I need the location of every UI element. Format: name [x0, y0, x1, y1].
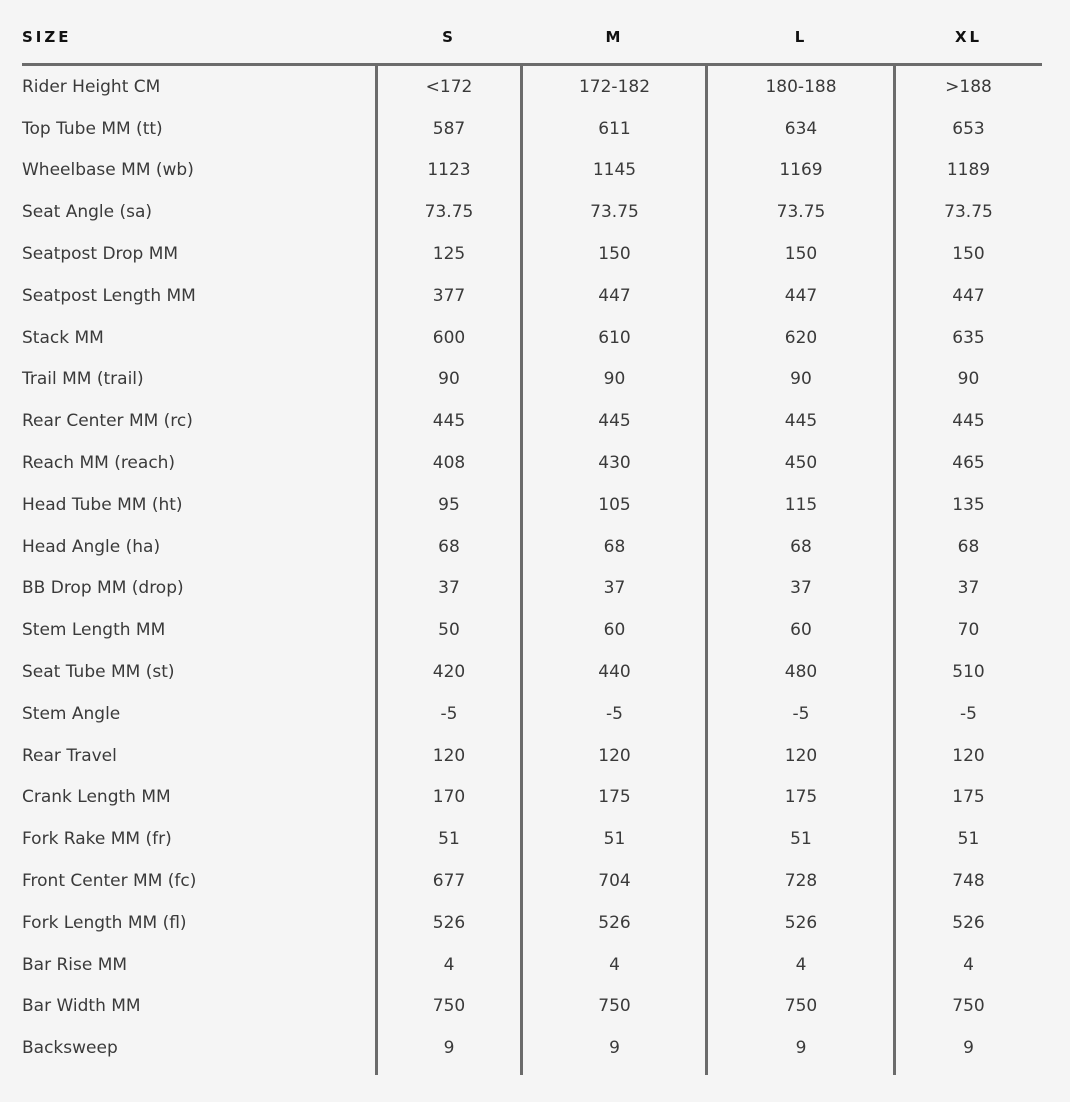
table-row	[22, 860, 1042, 902]
row-label: Wheelbase MM (wb)	[22, 160, 194, 181]
cell-value: 635	[952, 327, 985, 348]
cell-value: 51	[438, 829, 460, 850]
cell-value: 37	[790, 578, 812, 599]
cell-value: 37	[957, 578, 980, 599]
cell-value: 430	[598, 453, 631, 474]
cell-value: 95	[438, 494, 460, 515]
cell-value: 420	[432, 662, 466, 683]
cell-value: 9	[609, 1038, 620, 1059]
table-row	[22, 442, 1042, 484]
cell-value: 1189	[946, 160, 991, 181]
cell-value: 748	[952, 871, 985, 892]
cell-value: 73.75	[424, 202, 474, 223]
row-label: Stack MM	[22, 327, 104, 348]
cell-value: 480	[784, 662, 818, 683]
cell-value: 120	[952, 745, 985, 766]
cell-value: 620	[784, 327, 818, 348]
header-xl: XL	[954, 28, 983, 46]
cell-value: 445	[784, 411, 818, 432]
cell-value: 9	[963, 1038, 974, 1059]
cell-value: 73.75	[944, 202, 993, 223]
column-divider	[893, 64, 896, 1075]
cell-value: 611	[598, 118, 631, 139]
cell-value: 445	[952, 411, 985, 432]
cell-value: 70	[957, 620, 980, 641]
cell-value: 1145	[592, 160, 637, 181]
cell-value: 105	[598, 494, 631, 515]
cell-value: 653	[952, 118, 985, 139]
cell-value: 677	[432, 871, 466, 892]
cell-value: 408	[432, 453, 466, 474]
cell-value: 447	[784, 285, 818, 306]
cell-value: >188	[945, 76, 992, 97]
table-row	[22, 651, 1042, 693]
cell-value: -5	[960, 703, 977, 724]
cell-value: 50	[438, 620, 460, 641]
cell-value: 9	[443, 1038, 455, 1059]
row-label: Backsweep	[22, 1038, 118, 1059]
row-label: Stem Length MM	[22, 620, 166, 641]
cell-value: 150	[598, 244, 631, 265]
row-label: BB Drop MM (drop)	[22, 578, 184, 599]
header-s: S	[442, 28, 456, 46]
header-m: M	[605, 28, 624, 46]
row-label: Rear Travel	[22, 745, 117, 766]
table-row	[22, 191, 1042, 233]
cell-value: 4	[963, 954, 974, 975]
cell-value: 68	[603, 536, 626, 557]
row-label: Rear Center MM (rc)	[22, 411, 193, 432]
cell-value: 450	[784, 453, 818, 474]
table-body	[22, 66, 1042, 1069]
cell-value: 37	[603, 578, 626, 599]
cell-value: 68	[790, 536, 812, 557]
cell-value: 37	[438, 578, 460, 599]
cell-value: 750	[432, 996, 466, 1017]
cell-value: 440	[598, 662, 631, 683]
cell-value: 120	[784, 745, 818, 766]
row-label: Seat Tube MM (st)	[22, 662, 175, 683]
cell-value: 60	[603, 620, 626, 641]
column-divider	[375, 64, 378, 1075]
cell-value: 600	[432, 327, 466, 348]
table-row	[22, 484, 1042, 526]
header-size: SIZE	[22, 28, 72, 46]
cell-value: -5	[440, 703, 458, 724]
cell-value: 68	[438, 536, 460, 557]
table-row	[22, 735, 1042, 777]
row-label: Stem Angle	[22, 703, 121, 724]
cell-value: 125	[432, 244, 466, 265]
cell-value: 120	[598, 745, 631, 766]
cell-value: 1169	[779, 160, 823, 181]
row-label: Seatpost Drop MM	[22, 244, 179, 265]
cell-value: 526	[784, 912, 818, 933]
table-row	[22, 108, 1042, 150]
row-label: Head Angle (ha)	[22, 536, 161, 557]
header-l: L	[794, 28, 808, 46]
cell-value: 447	[952, 285, 985, 306]
geometry-table	[22, 0, 1042, 1069]
cell-value: 175	[784, 787, 818, 808]
row-label: Bar Width MM	[22, 996, 141, 1017]
table-row	[22, 66, 1042, 108]
row-label: Crank Length MM	[22, 787, 171, 808]
cell-value: 51	[790, 829, 812, 850]
cell-value: 445	[598, 411, 631, 432]
table-row	[22, 1027, 1042, 1069]
cell-value: 610	[598, 327, 631, 348]
cell-value: 90	[438, 369, 460, 390]
cell-value: 750	[952, 996, 985, 1017]
row-label: Fork Rake MM (fr)	[22, 829, 172, 850]
cell-value: 1123	[427, 160, 471, 181]
cell-value: 150	[952, 244, 985, 265]
cell-value: 510	[952, 662, 985, 683]
cell-value: 115	[784, 494, 818, 515]
cell-value: 445	[432, 411, 466, 432]
cell-value: 175	[952, 787, 985, 808]
cell-value: 51	[957, 829, 980, 850]
cell-value: 135	[952, 494, 985, 515]
cell-value: 4	[443, 954, 455, 975]
cell-value: 180-188	[765, 76, 837, 97]
table-row	[22, 317, 1042, 359]
cell-value: 90	[957, 369, 980, 390]
cell-value: <172	[425, 76, 473, 97]
row-label: Seat Angle (sa)	[22, 202, 153, 223]
cell-value: 51	[603, 829, 626, 850]
cell-value: 175	[598, 787, 631, 808]
table-header	[22, 0, 1042, 66]
cell-value: 120	[432, 745, 466, 766]
table-row	[22, 568, 1042, 610]
cell-value: 587	[432, 118, 466, 139]
cell-value: 704	[598, 871, 631, 892]
column-divider	[520, 64, 523, 1075]
cell-value: 526	[952, 912, 985, 933]
row-label: Trail MM (trail)	[22, 369, 144, 390]
cell-value: 4	[795, 954, 807, 975]
row-label: Reach MM (reach)	[22, 453, 176, 474]
cell-value: 9	[795, 1038, 807, 1059]
table-row	[22, 233, 1042, 275]
table-row	[22, 609, 1042, 651]
cell-value: 60	[790, 620, 812, 641]
table-row	[22, 944, 1042, 986]
row-label: Front Center MM (fc)	[22, 871, 197, 892]
table-row	[22, 275, 1042, 317]
cell-value: 750	[598, 996, 631, 1017]
row-label: Rider Height CM	[22, 76, 161, 97]
cell-value: 90	[790, 369, 812, 390]
cell-value: 377	[432, 285, 466, 306]
cell-value: 68	[957, 536, 980, 557]
cell-value: 170	[432, 787, 466, 808]
table-row	[22, 400, 1042, 442]
row-label: Seatpost Length MM	[22, 285, 196, 306]
cell-value: -5	[792, 703, 810, 724]
cell-value: 4	[609, 954, 620, 975]
table-row	[22, 818, 1042, 860]
row-label: Fork Length MM (fl)	[22, 912, 187, 933]
cell-value: 150	[784, 244, 818, 265]
row-label: Bar Rise MM	[22, 954, 128, 975]
table-row	[22, 359, 1042, 401]
row-label: Top Tube MM (tt)	[22, 118, 163, 139]
row-label: Head Tube MM (ht)	[22, 494, 183, 515]
cell-value: 73.75	[590, 202, 639, 223]
cell-value: 750	[784, 996, 818, 1017]
cell-value: 90	[603, 369, 626, 390]
cell-value: 526	[598, 912, 631, 933]
cell-value: 634	[784, 118, 818, 139]
cell-value: 447	[598, 285, 631, 306]
table-row	[22, 150, 1042, 192]
cell-value: 73.75	[776, 202, 826, 223]
column-divider	[705, 64, 708, 1075]
table-row	[22, 902, 1042, 944]
table-row	[22, 777, 1042, 819]
cell-value: -5	[606, 703, 623, 724]
table-row	[22, 693, 1042, 735]
cell-value: 728	[784, 871, 818, 892]
table-row	[22, 526, 1042, 568]
cell-value: 172-182	[578, 76, 651, 97]
cell-value: 465	[952, 453, 985, 474]
cell-value: 526	[432, 912, 466, 933]
table-row	[22, 986, 1042, 1028]
